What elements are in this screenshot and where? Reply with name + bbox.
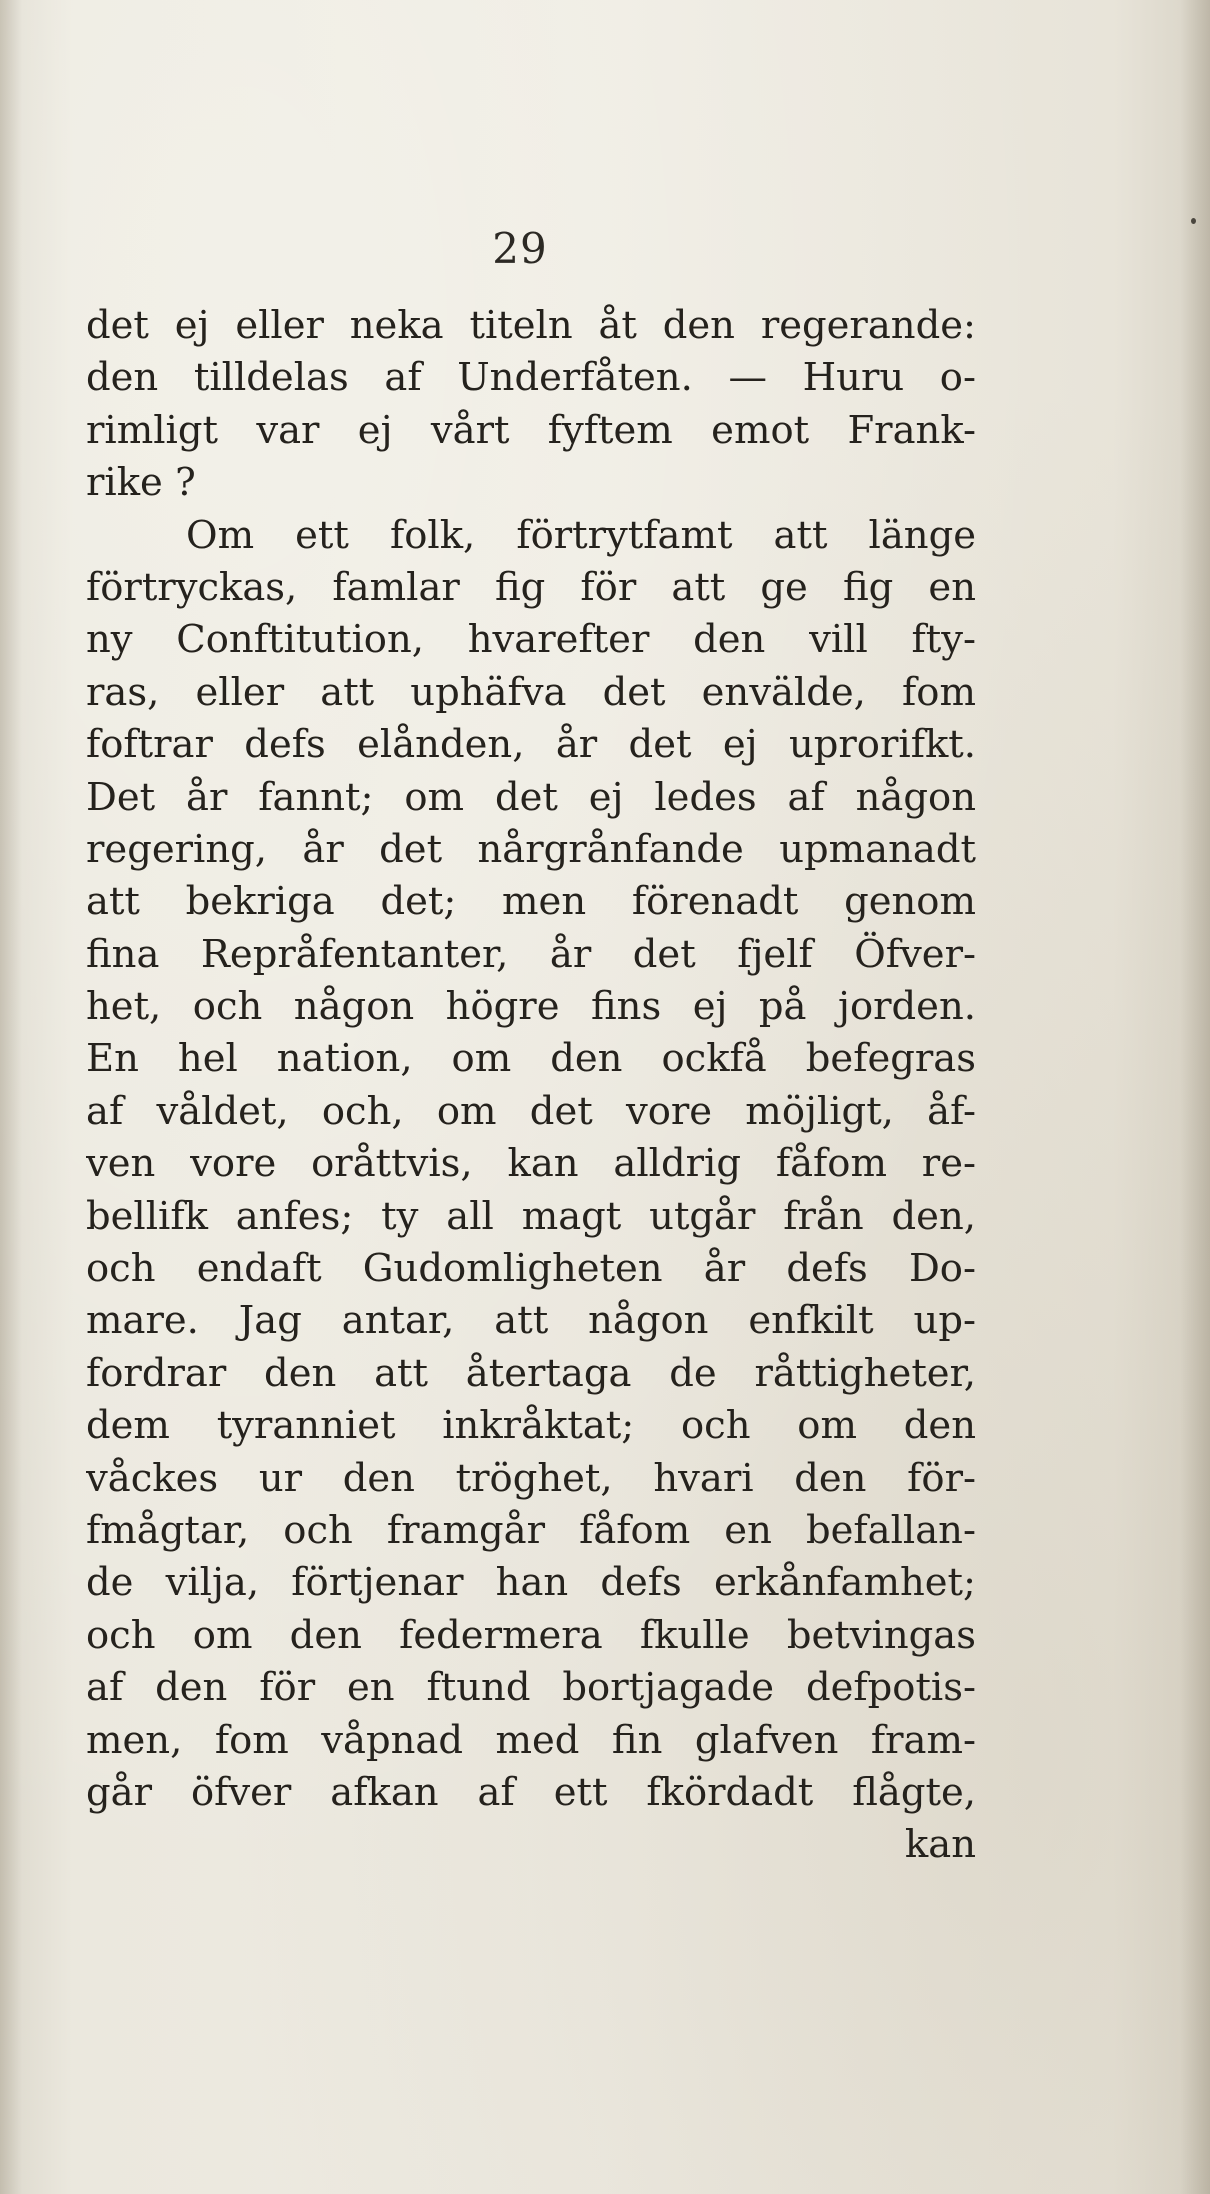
- text-line: den tilldelas af Underfåten. — Huru o-: [86, 355, 976, 401]
- text-line: och om den federmera fkulle betvingas: [86, 1612, 976, 1658]
- text-line: af våldet, och, om det vore möjligt, åf-: [86, 1088, 976, 1134]
- text-line: fina Repråfentanter, år det fjelf Öfver-: [86, 931, 976, 977]
- page-number: 29: [492, 224, 548, 273]
- paper-speck: [1191, 218, 1196, 224]
- text-line: En hel nation, om den ockfå befegras: [86, 1036, 976, 1082]
- text-line: fordrar den att återtaga de råttigheter,: [86, 1350, 976, 1396]
- text-line: dem tyranniet inkråktat; och om den: [86, 1403, 976, 1449]
- text-line: fmågtar, och framgår fåfom en befallan-: [86, 1507, 976, 1553]
- text-line: ny Conftitution, hvarefter den vill fty-: [86, 617, 976, 663]
- text-line: Det år fannt; om det ej ledes af någon: [86, 774, 976, 820]
- text-line: regering, år det nårgrånfande upmanadt: [86, 826, 976, 872]
- text-line: våckes ur den tröghet, hvari den för-: [86, 1455, 976, 1501]
- text-line: går öfver afkan af ett fkördadt flågte,: [86, 1769, 976, 1815]
- text-line: het, och någon högre fins ej på jorden.: [86, 984, 976, 1030]
- page-left-shadow: [0, 0, 22, 2194]
- text-line: ven vore oråttvis, kan alldrig fåfom re-: [86, 1141, 976, 1187]
- body-text: [86, 300, 976, 1872]
- text-line: förtryckas, famlar fig för att ge fig en: [86, 564, 976, 610]
- text-line: de vilja, förtjenar han defs erkånfamhet;: [86, 1560, 976, 1606]
- text-line: ras, eller att uphäfva det envälde, fom: [86, 669, 976, 715]
- catchword: kan: [904, 1822, 976, 1868]
- text-line: men, fom våpnad med fin glafven fram-: [86, 1717, 976, 1763]
- page-right-shadow: [1180, 0, 1210, 2194]
- text-line: rike ?: [86, 460, 196, 506]
- text-line: och endaft Gudomligheten år defs Do-: [86, 1246, 976, 1292]
- text-line: foftrar defs elånden, år det ej uprorifkt.: [86, 722, 976, 768]
- text-line: af den för en ftund bortjagade defpotis-: [86, 1665, 976, 1711]
- text-line: rimligt var ej vårt fyftem emot Frank-: [86, 407, 976, 453]
- text-line: Om ett folk, förtrytfamt att länge: [186, 512, 976, 558]
- text-line: det ej eller neka titeln åt den regerande:: [86, 303, 976, 348]
- text-line: att bekriga det; men förenadt genom: [86, 879, 976, 925]
- text-line: bellifk anfes; ty all magt utgår från den,: [86, 1193, 976, 1239]
- text-line: mare. Jag antar, att någon enfkilt up-: [86, 1298, 976, 1344]
